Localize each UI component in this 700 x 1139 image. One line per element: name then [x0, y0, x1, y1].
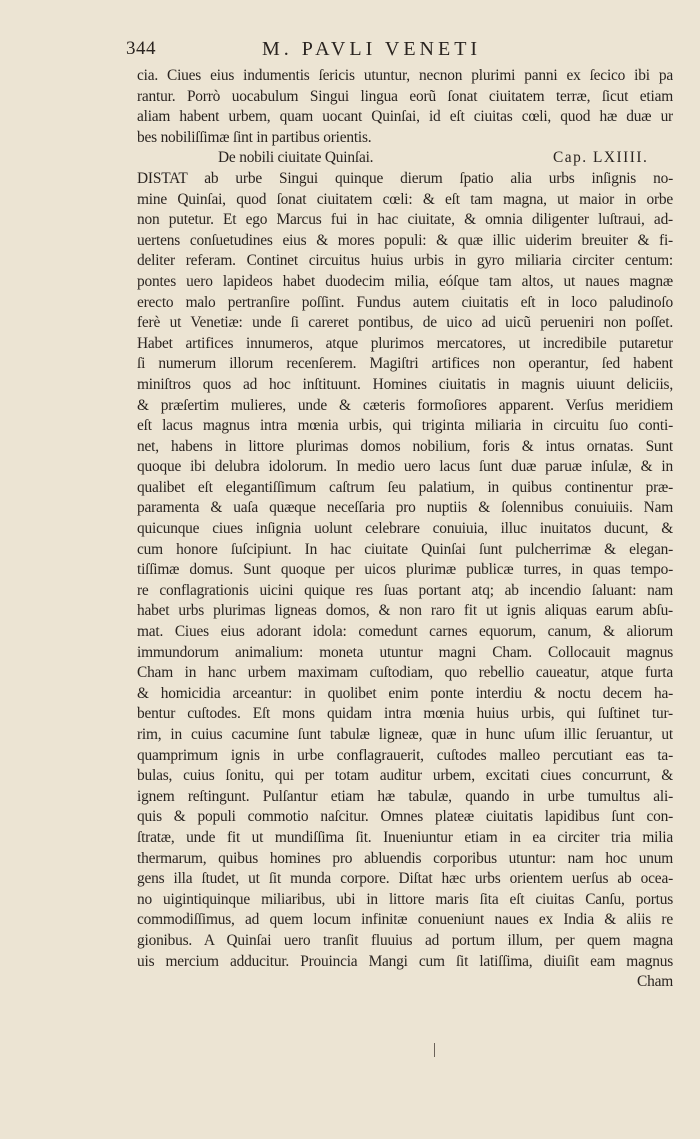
text-line: rantur. Porrò uocabulum Singui lingua eorũ ſonat ciuitatem terræ, ſicut etiam: [137, 87, 673, 105]
body-text: [137, 66, 673, 993]
text-lines-before: [137, 66, 673, 148]
chapter-number: Cap. LXIIII.: [553, 149, 649, 167]
text-line: bes nobiliſſimæ ſint in partibus orientis.: [137, 128, 372, 146]
text-line: aliam habent urbem, quam uocant Quinſai, id eſt ciuitas cœli, quod hæ duæ ur: [137, 108, 673, 126]
text-line: ferè ut Venetiæ: unde ſi careret pontibus, de uico ad uicũ perueniri non poſſet.: [137, 314, 673, 332]
text-lines-after: [137, 169, 673, 972]
text-line: paramenta & uaſa quæque neceſſaria pro nuptiis & ſolennibus conuiuiis. Nam: [137, 499, 673, 517]
text-line: gens illa ſtudet, ut ſit munda corpore. Diſtat hæc urbs orientem uerſus ab ocea-: [137, 870, 673, 888]
text-line: quis & populi commotio naſcitur. Omnes plateæ ciuitatis lapidibus ſunt con-: [137, 808, 673, 826]
running-head: M. PAVLI VENETI: [262, 38, 482, 60]
text-line: no uigintiquinque miliaribus, ubi in littore maris ſita eſt ciuitas Canſu, portus: [137, 890, 673, 908]
text-line: pontes uero lapideos habet duodecim milia, eóſque tam altos, ut naues magnæ: [137, 272, 673, 290]
text-line: quicunque ciues inſignia uolunt celebrare conuiuia, illuc inuitatos ducunt, &: [137, 520, 673, 538]
text-line: miniſtros quos ad hoc inſtituunt. Homines ciuitatis in magnis uiuunt deliciis,: [137, 375, 673, 393]
text-line: tiſſimæ domus. Sunt quoque per uicos plurimæ publicæ turres, in quas tempo-: [137, 561, 673, 579]
text-line: mat. Ciues eius adorant idola: comedunt carnes equorum, canum, & aliorum: [137, 623, 673, 641]
text-line: habet urbs plurimas ligneas domos, & non raro fit ut ignis aliquas earum abſu-: [137, 602, 673, 620]
page-number: 344: [126, 38, 156, 59]
text-line: ſtratæ, unde fit ut mundiſſima ſit. Inueniuntur etiam in ea circiter tria milia: [137, 828, 673, 846]
text-line: net, habens in littore plurimas domos nobilium, foris & intus ornatas. Sunt: [137, 437, 673, 455]
text-line: erecto malo pertranſire poſſint. Fundus autem ciuitatis eſt in loco paludinoſo: [137, 293, 673, 311]
chapter-title: De nobili ciuitate Quinſai.: [218, 149, 374, 167]
text-line: uis mercium adducitur. Prouincia Mangi cum ſit latiſſima, diuiſit eam magnus: [137, 952, 673, 970]
text-line: cum honore ſuſcipiunt. In hac ciuitate Quinſai ſunt pulcherrimæ & elegan-: [137, 540, 673, 558]
text-line: bentur cuſtodes. Eſt mons quidam intra mœnia huius urbis, qui ſuſtinet tur-: [137, 705, 673, 723]
text-line: bulas, cuius ſonitu, qui per totam auditur urbem, excitati ciues concurrunt, &: [137, 767, 673, 785]
text-line: Cham in hanc urbem maximam cuſtodiam, quo rebellio caueatur, atque furta: [137, 664, 673, 682]
text-line: quoque ibi delubra idolorum. In medio uero lacus ſunt duæ paruæ inſulæ, & in: [137, 458, 673, 476]
page-mark: [434, 1043, 435, 1057]
text-line: qualibet eſt elegantiſſimum caſtrum ſeu palatium, in quibus continentur præ-: [137, 478, 673, 496]
text-line: uertens conſuetudines eius & mores populi: & quæ illic uiderim breuiter & fi-: [137, 231, 673, 249]
text-line: gionibus. A Quinſai uero tranſit fluuius ad portum illum, per quem magna: [137, 931, 673, 949]
text-line: rim, in cuius cacumine ſunt tabulæ ligneæ, quæ in hunc uſum illic ſeruantur, ut: [137, 726, 673, 743]
text-line: thermarum, quibus homines pro abluendis corporibus utuntur: nam hoc unum: [137, 849, 673, 867]
text-line: mine Quinſai, quod ſonat ciuitatem cœli: & eſt tam magna, ut maior in orbe: [137, 190, 673, 208]
catchword: Cham: [637, 973, 673, 991]
text-line: Habet artifices innumeros, atque plurimos mercatores, ut incredibile putaretur: [137, 334, 673, 352]
text-line: & homicidia arceantur: in quolibet enim ponte interdiu & noctu decem ha-: [137, 684, 673, 702]
text-line: non putetur. Et ego Marcus fui in hac ciuitate, & omnia diligenter luſtraui, ad-: [137, 211, 673, 229]
text-line: re conflagrationis uicini quique res ſuas portant atq; ab incendio ſaluant: nam: [137, 581, 673, 599]
text-line: deliter referam. Continet circuitus huius urbis in gyro miliaria circiter centum:: [137, 252, 673, 270]
text-line: ſi numerum illorum recenſerem. Magiſtri artifices non operantur, ſed habent: [137, 355, 673, 373]
text-line: eſt lacus magnus intra mœnia urbis, qui triginta miliaria in circuitu ſuo conti-: [137, 417, 673, 435]
text-line: & præſertim mulieres, unde & cæteris formoſiores apparent. Verſus meridiem: [137, 396, 673, 414]
text-line: commodiſſimus, ad quem locum infinitæ conueniunt naues ex India & aliis re: [137, 911, 673, 929]
text-line: immundorum animalium: moneta utuntur magni Cham. Collocauit magnus: [137, 643, 673, 661]
page-header: [126, 38, 686, 64]
text-line: DISTAT ab urbe Singui quinque dierum ſpatio alia urbs inſignis no-: [137, 169, 673, 187]
text-line: cia. Ciues eius indumentis ſericis utuntur, necnon plurimi panni ex ſecico ibi pa: [137, 67, 673, 84]
text-line: quamprimum ignis in urbe conflagrauerit, cuſtodes malleo percutiant eas ta-: [137, 746, 673, 764]
text-line: ignem reſtingunt. Pulſantur etiam hæ tabulæ, quando in urbe tumultus ali-: [137, 787, 673, 805]
chapter-heading: [137, 148, 673, 169]
